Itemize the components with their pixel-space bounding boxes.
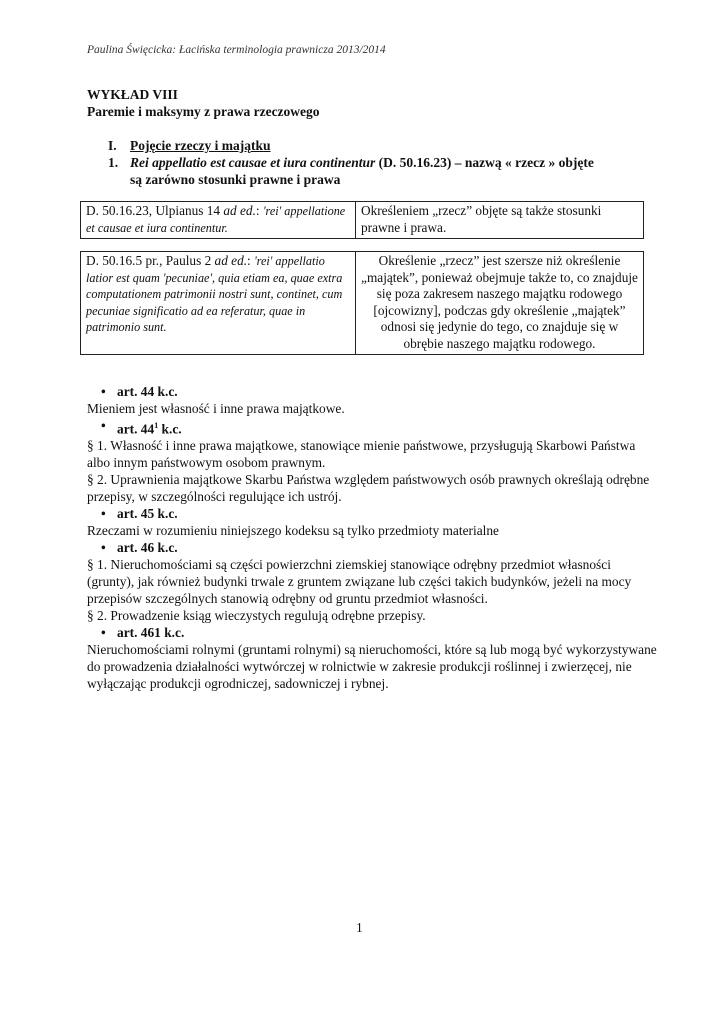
section-heading [108,137,271,154]
source-ref: D. 50.16.5 pr., Paulus 2 [86,253,215,268]
latin-text: 'rei' appellatio latior est quam 'pecuniae', quia etiam ea, quae extra computationem patrimonii nostri sunt, continet, cum pecuniae significatio ad ea referatur, quae in patrimonio sunt. [86,254,343,334]
item-number: 1. [108,155,119,170]
article-superscript: 1 [154,421,159,430]
source-table-1 [80,201,644,239]
article-paragraph: § 1. Nieruchomościami są części powierzchni ziemskiej stanowiące odrębny przedmiot własności (grunty), jak również budynki trwale z gruntem związane lub części takich budynków, jeżeli na mocy przepisów szczególnych stanowią odrębny od gruntu przedmiot własności. [87,557,632,607]
bullet-icon: • [101,625,106,641]
item-latin: Rei appellatio est causae et iura continentur [130,155,376,170]
articles-list [87,383,657,692]
section-number: I. [108,138,117,153]
latin-text: 'rei' appellatione et causae et iura continentur. [86,204,346,235]
source-table-2 [80,251,644,355]
article-paragraph: Nieruchomościami rolnymi (gruntami rolnymi) są nieruchomości, które są lub mogą być wykorzystywane do prowadzenia działalności wytwórczej w rolnictwie w zakresie produkcji roślinnej i zwierzęcej, nie wyłączając produkcji ogrodniczej, sadowniczej i rybnej. [87,642,657,692]
polish-translation-cell: Określeniem „rzecz” objęte są także stosunki prawne i prawa. [356,202,644,239]
page-number: 1 [356,920,363,935]
article-paragraph: Rzeczami w rozumieniu niniejszego kodeksu są tylko przedmioty materialne [87,523,500,539]
item-heading [108,154,594,171]
bullet-icon: • [101,540,106,556]
article-heading: • art. $44^1$ k.c. [101,418,182,437]
article-paragraph: § 2. Prowadzenie ksiąg wieczystych regulują odrębne przepisy. [87,608,426,624]
source-ref: D. 50.16.23, Ulpianus 14 [86,203,224,218]
lecture-title [87,86,320,120]
article-paragraph: § 1. Własność i inne prawa majątkowe, stanowiące mienie państwowe, przysługują Skarbowi Państwa albo innym państwowym osobom prawnym. [87,438,636,471]
latin-source-cell [81,202,356,239]
bullet-icon: • [101,384,106,399]
bullet-icon: • [101,506,106,522]
bullet-icon: • [101,418,106,433]
source-ref-italic: ad ed. [214,253,248,268]
section-label: Pojęcie rzeczy i majątku [130,138,271,153]
latin-source-cell [81,252,356,355]
lecture-subtitle: Paremie i maksymy z prawa rzeczowego [87,104,320,119]
running-header: Paulina Święcicka: Łacińska terminologia prawnicza 2013/2014 [87,44,386,56]
lecture-number: WYKŁAD VIII [87,87,178,102]
polish-translation-cell: Określenie „rzecz” jest szersze niż określenie „majątek”, ponieważ obejmuje także to, co znajduje się poza zakresem naszego majątku rodowego [ojcowizny], podczas gdy określenie „majątek” odnosi się jedynie do tego, co znajduje się w obrębie naszego majątku rodowego. [356,252,644,355]
item-continuation: są zarówno stosunki prawne i prawa [130,172,341,187]
item-rest: (D. 50.16.23) – nazwą « rzecz » objęte [375,155,594,170]
article-heading: • art. 46 k.c. [101,540,178,556]
source-colon: : [255,203,263,218]
article-paragraph: § 2. Uprawnienia majątkowe Skarbu Państwa względem państwowych osób prawnych określają odrębne przepisy, w szczególności regulujące ich ustrój. [87,472,650,505]
article-heading: • art. 45 k.c. [101,506,178,522]
article-heading: • art. 461 k.c. [101,625,185,641]
source-ref-italic: ad ed. [223,203,256,218]
article-heading: • art. 44 k.c. [101,384,178,399]
article-paragraph: Mieniem jest własność i inne prawa majątkowe. [87,401,345,416]
source-colon: : [247,253,255,268]
